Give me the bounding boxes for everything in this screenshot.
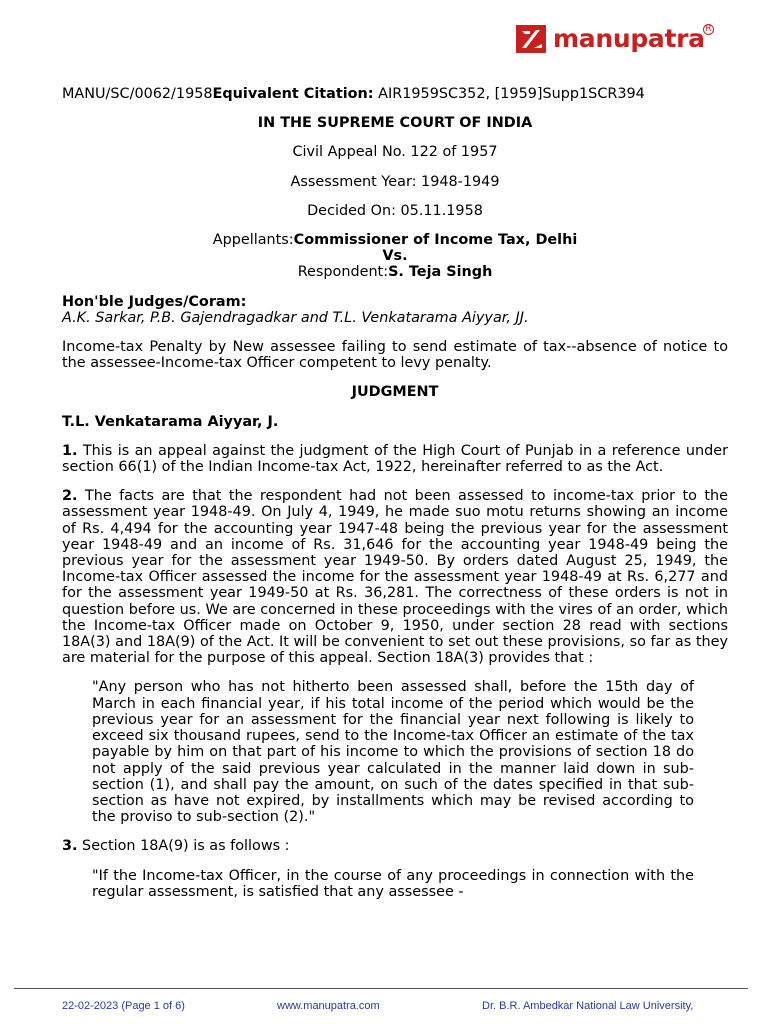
appellants-line xyxy=(62,232,728,248)
manupatra-logo xyxy=(516,22,712,56)
paragraph-2 xyxy=(62,488,728,666)
assessment-year: Assessment Year: 1948-1949 xyxy=(290,173,500,190)
registered-mark: R xyxy=(703,24,714,35)
paragraph-text: This is an appeal against the judgment of the High Court of Punjab in a reference under section 66(1) of the Indian Income-tax Act, 1922, hereinafter referred to as the Act. xyxy=(62,442,728,476)
judges-heading: Hon'ble Judges/Coram: xyxy=(62,293,247,310)
decided-on: Decided On: 05.11.1958 xyxy=(307,202,483,219)
footer-divider xyxy=(14,988,748,989)
judgment-heading: JUDGMENT xyxy=(351,384,439,401)
manupatra-logo-icon xyxy=(516,22,550,56)
footer-date-page: 22-02-2023 (Page 1 of 6) xyxy=(62,1000,185,1012)
equivalent-citation-label: Equivalent Citation: xyxy=(212,86,374,102)
appellants-label: Appellants: xyxy=(212,232,294,249)
paragraph-3 xyxy=(62,838,728,854)
appellants-name: Commissioner of Income Tax, Delhi xyxy=(293,232,578,249)
paragraph-number: 2. xyxy=(62,488,78,505)
footer-institution: Dr. B.R. Ambedkar National Law University, xyxy=(482,1000,694,1012)
respondent-line xyxy=(62,264,728,280)
respondent-label: Respondent: xyxy=(297,264,389,281)
case-number: Civil Appeal No. 122 of 1957 xyxy=(292,144,498,161)
judges-names: A.K. Sarkar, P.B. Gajendragadkar and T.L. Venkatarama Aiyyar, JJ. xyxy=(62,309,529,326)
headnote: Income-tax Penalty by New assessee failing to send estimate of tax--absence of notice to the assessee-Income-tax Officer competent to levy penalty. xyxy=(62,339,728,372)
paragraph-text: Section 18A(9) is as follows : xyxy=(77,838,290,855)
paragraph-text: The facts are that the respondent had not been assessed to income-tax prior to the assessment year 1948-49. On July 4, 1949, he made suo motu returns showing an income of Rs. 4,494 for the accounting year 1947-48 being the previous year for the assessment year 1948-49 and an income of Rs. 31,646 for the accounting year 1948-49 being the previous year for the assessment year 1949-50. By orders dated August 25, 1949, the Income-tax Officer assessed the income for the assessment year 1948-49 at Rs. 6,277 and for the assessment year 1949-50 at Rs. 36,281. The correctness of these orders is not in question before us. We are concerned in these proceedings with the vires of an order, which the Income-tax Officer made on October 9, 1950, under section 28 read with sections 18A(3) and 18A(9) of the Act. It will be convenient to set out these provisions, so far as they are material for the purpose of this appeal. Section 18A(3) provides that : xyxy=(62,488,728,667)
paragraph-number: 1. xyxy=(62,442,78,459)
versus: Vs. xyxy=(382,248,408,265)
equivalent-citation-value: AIR1959SC352, [1959]Supp1SCR394 xyxy=(373,86,645,102)
quote-section-18a3: "Any person who has not hitherto been assessed shall, before the 15th day of March in each financial year, if his total income of the period which would be the previous year for an assessment for the financial year next following is likely to exceed six thousand rupees, send to the Income-tax Officer an estimate of the tax payable by him on that part of his income to which the provisions of section 18 do not apply of the said previous year calculated in the manner laid down in sub-section (1), and shall pay the amount, on such of the dates specified in that sub-section as have not expired, by installments which may be revised according to the proviso to sub-section (2)." xyxy=(92,679,694,826)
court-name: IN THE SUPREME COURT OF INDIA xyxy=(257,115,533,132)
document-body xyxy=(62,86,728,913)
respondent-name: S. Teja Singh xyxy=(388,264,493,281)
footer-site-link[interactable]: www.manupatra.com xyxy=(277,1000,380,1012)
citation-line xyxy=(62,86,728,102)
paragraph-1 xyxy=(62,443,728,475)
paragraph-number: 3. xyxy=(62,838,78,855)
quote-section-18a9: "If the Income-tax Officer, in the course of any proceedings in connection with the regular assessment, is satisfied that any assessee - xyxy=(92,867,694,900)
logo-text: manupatra xyxy=(553,24,705,53)
author-judge: T.L. Venkatarama Aiyyar, J. xyxy=(62,413,279,430)
manu-citation: MANU/SC/0062/1958 xyxy=(62,86,213,102)
